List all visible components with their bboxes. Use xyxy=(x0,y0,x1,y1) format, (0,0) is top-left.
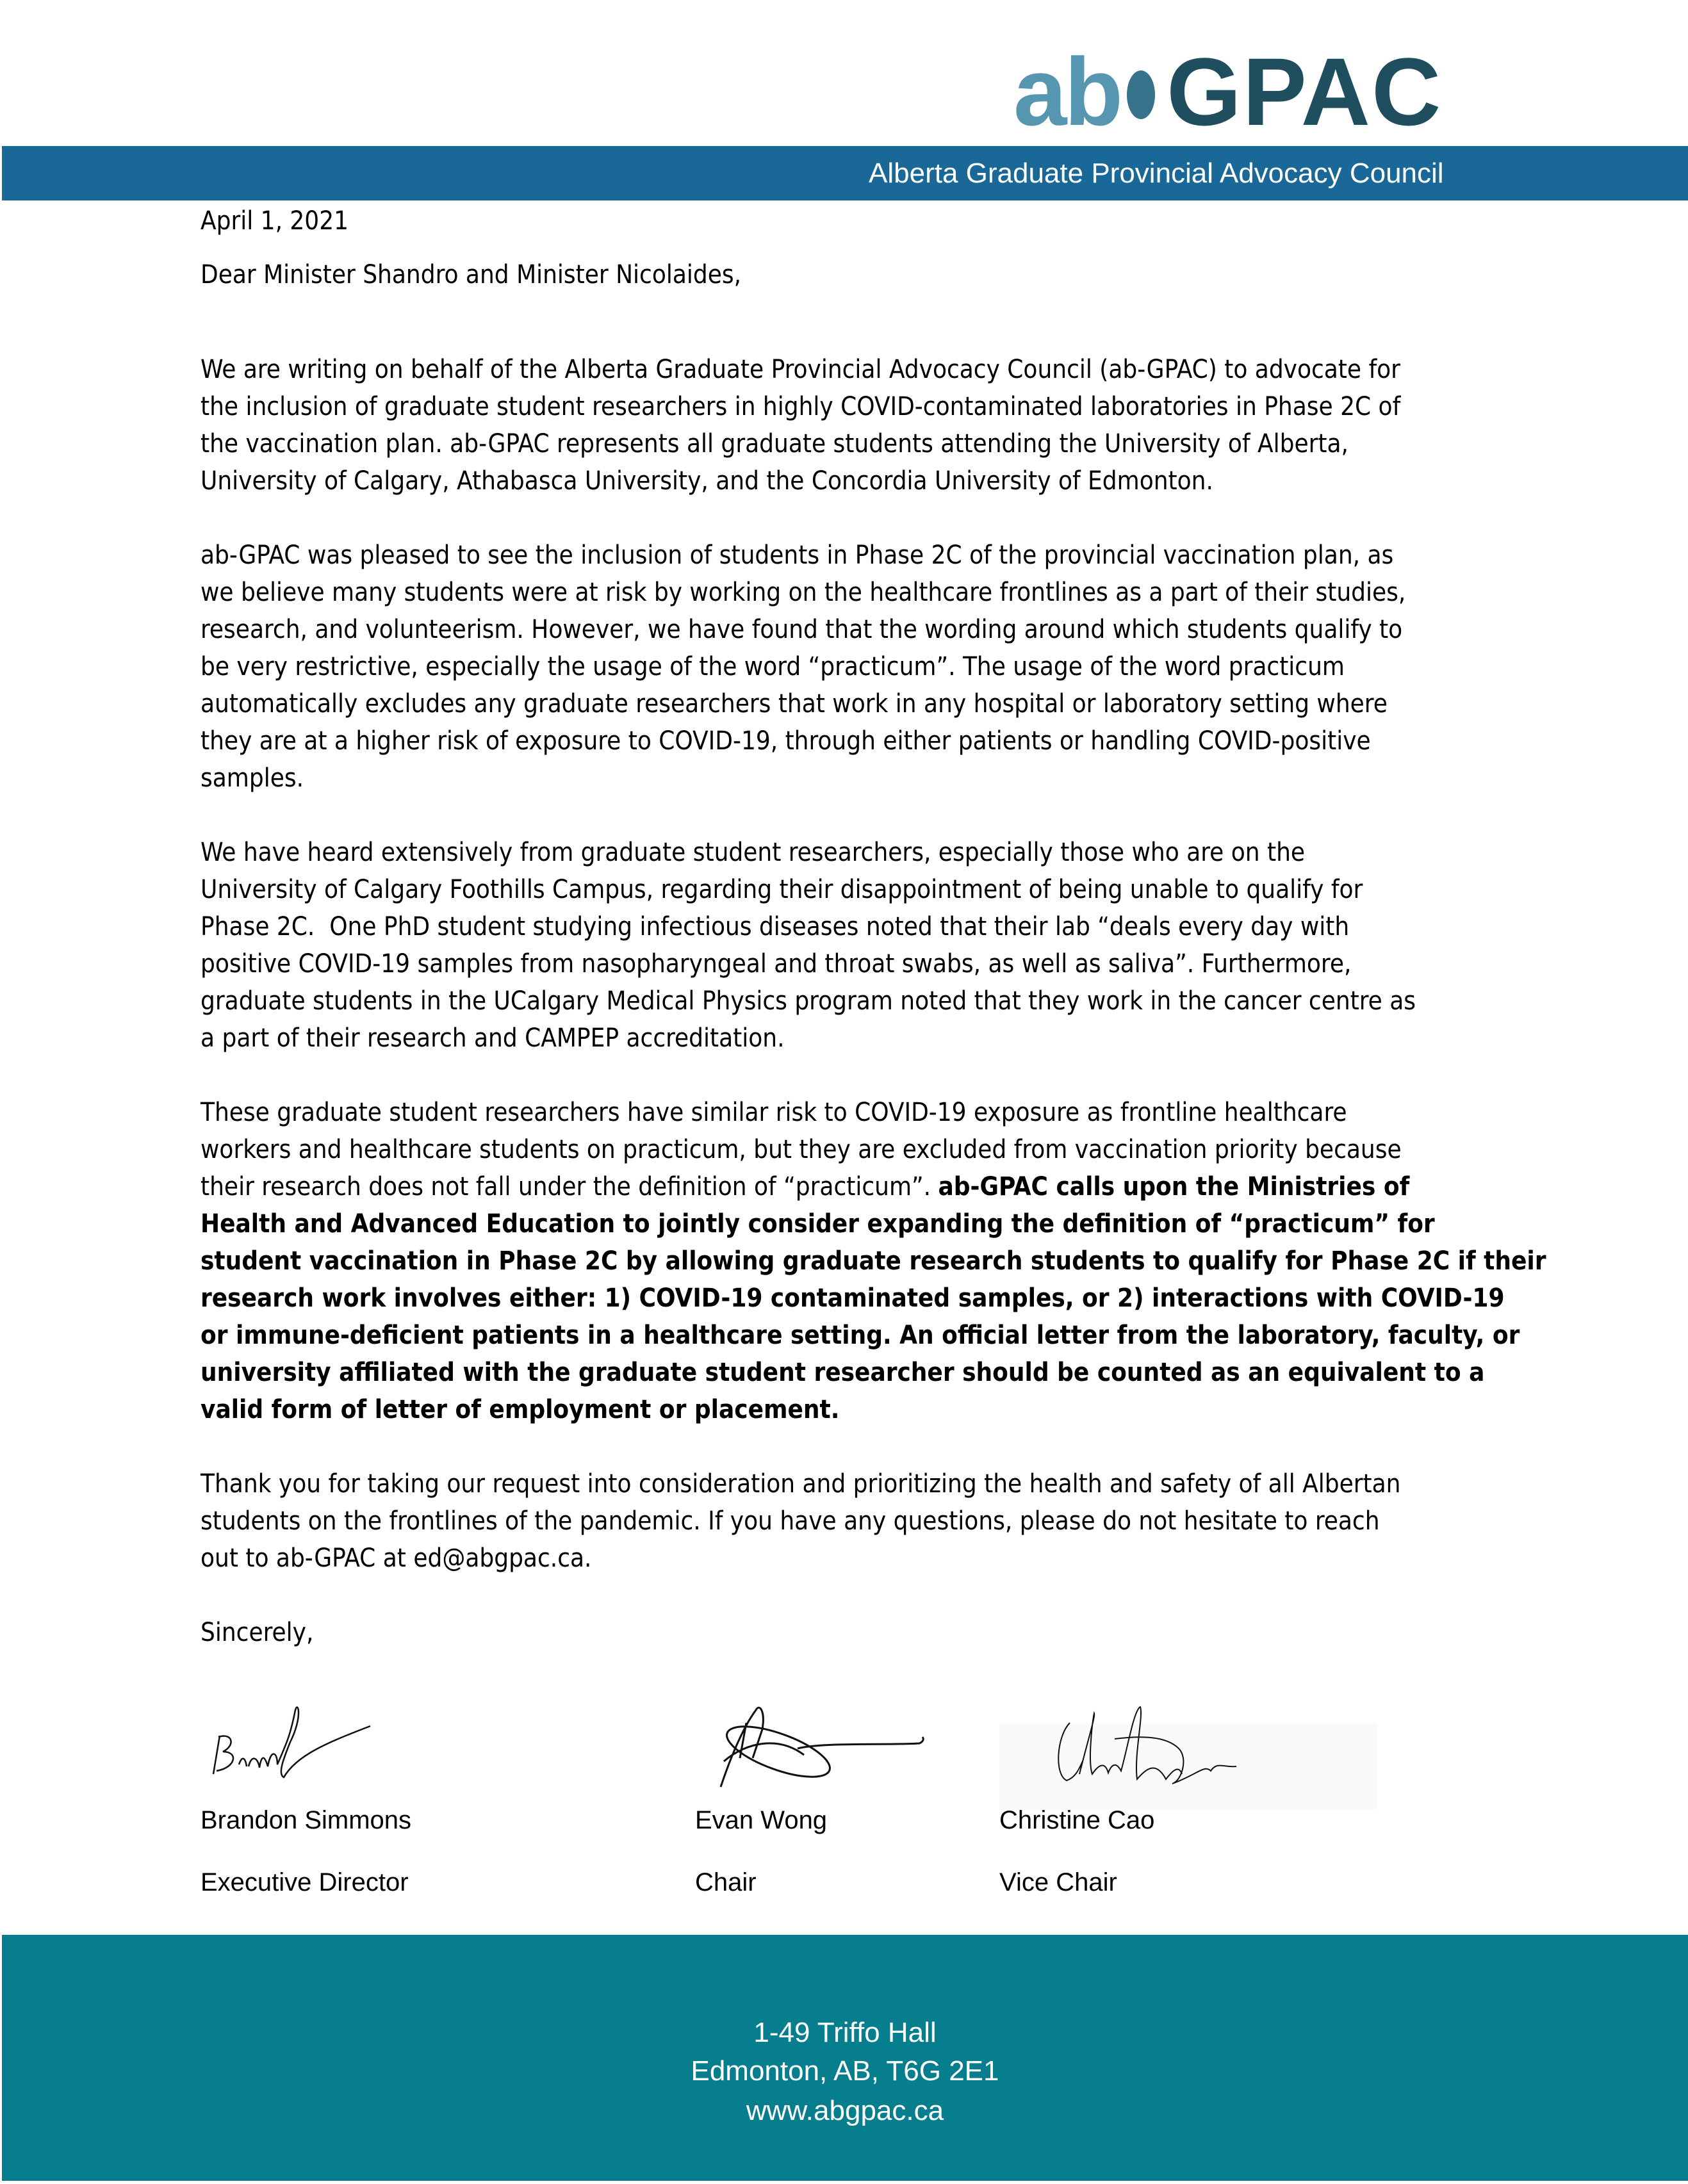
logo-ab-text: ab xyxy=(1013,38,1121,145)
footer-website-link[interactable]: www.abgpac.ca xyxy=(746,2095,944,2126)
bold-line: or immune-deficient patients in a healthcare setting. An official letter from the laboratory, faculty, or xyxy=(201,1321,1520,1350)
text-line: positive COVID-19 samples from nasopharyngeal and throat swabs, as well as saliva”. Furthermore, xyxy=(201,949,1352,979)
signature-evan-icon xyxy=(695,1697,990,1793)
signer-evan xyxy=(695,1697,990,1896)
paragraph-intro xyxy=(201,351,1520,500)
text-line: students on the frontlines of the pandemic. If you have any questions, please do not hesitate to reach xyxy=(201,1506,1380,1536)
letter-salutation: Dear Minister Shandro and Minister Nicolaides, xyxy=(201,260,742,289)
signature-christine-icon xyxy=(999,1697,1384,1793)
text-line: We are writing on behalf of the Alberta Graduate Provincial Advocacy Council (ab-GPAC) to advocate for xyxy=(201,355,1400,384)
text-line: University of Calgary Foothills Campus, regarding their disappointment of being unable to qualify for xyxy=(201,875,1363,904)
text-line: These graduate student researchers have similar risk to COVID-19 exposure as frontline healthcare xyxy=(201,1098,1347,1127)
signer-name: Brandon Simmons xyxy=(201,1806,412,1834)
paragraph-thanks xyxy=(201,1465,1520,1577)
logo-dot-icon xyxy=(1127,70,1155,119)
logo-gpac-text: GPAC xyxy=(1167,38,1443,145)
text-line: we believe many students were at risk by working on the healthcare frontlines as a part of their studies, xyxy=(201,578,1406,607)
text-line: workers and healthcare students on practicum, but they are excluded from vaccination priority because xyxy=(201,1135,1402,1164)
signature-brandon-icon xyxy=(201,1697,495,1793)
signer-name: Evan Wong xyxy=(695,1806,828,1834)
bold-line: research work involves either: 1) COVID-19 contaminated samples, or 2) interactions with COVID-19 xyxy=(201,1284,1505,1313)
bold-line: valid form of letter of employment or placement. xyxy=(201,1395,840,1424)
footer-bar xyxy=(2,1935,1688,2181)
text-line: they are at a higher risk of exposure to COVID-19, through either patients or handling COVID-positive xyxy=(201,726,1371,756)
header-bar xyxy=(2,146,1688,200)
footer-address-line2: Edmonton, AB, T6G 2E1 xyxy=(691,2055,999,2087)
signer-name: Christine Cao xyxy=(999,1806,1155,1834)
paragraph-testimonials xyxy=(201,834,1520,1057)
letter-date: April 1, 2021 xyxy=(201,206,348,236)
text-line: Thank you for taking our request into consideration and prioritizing the health and safety of all Albertan xyxy=(201,1469,1401,1499)
text-line: be very restrictive, especially the usage of the word “practicum”. The usage of the word practicum xyxy=(201,652,1345,681)
signer-role: Vice Chair xyxy=(999,1868,1117,1896)
text-bold: ab-GPAC calls upon the Ministries of xyxy=(938,1172,1410,1202)
bold-line: university affiliated with the graduate student researcher should be counted as an equivalent to a xyxy=(201,1358,1485,1387)
bold-line: student vaccination in Phase 2C by allowing graduate research students to qualify for Phase 2C if their xyxy=(201,1246,1546,1276)
text-line: out to ab-GPAC at ed@abgpac.ca. xyxy=(201,1544,592,1573)
text-regular: their research does not fall under the definition of “practicum”. xyxy=(201,1172,938,1202)
paragraph-request xyxy=(201,1094,1546,1428)
text-line: ab-GPAC was pleased to see the inclusion of students in Phase 2C of the provincial vaccination plan, as xyxy=(201,541,1394,570)
letter-closing: Sincerely, xyxy=(201,1618,314,1647)
text-line: automatically excludes any graduate researchers that work in any hospital or laboratory setting where xyxy=(201,689,1388,719)
text-line: Phase 2C. One PhD student studying infectious diseases noted that their lab “deals every day with xyxy=(201,912,1350,941)
text-line: graduate students in the UCalgary Medical Physics program noted that they work in the cancer centre as xyxy=(201,986,1416,1016)
text-line: the vaccination plan. ab-GPAC represents all graduate students attending the University of Alberta, xyxy=(201,429,1348,459)
signer-christine xyxy=(999,1697,1384,1896)
text-line: the inclusion of graduate student researchers in highly COVID-contaminated laboratories in Phase 2C of xyxy=(201,392,1401,421)
text-line: research, and volunteerism. However, we have found that the wording around which students qualify to xyxy=(201,615,1403,644)
signer-role: Chair xyxy=(695,1868,757,1896)
footer-address-line1: 1-49 Triffo Hall xyxy=(753,2017,937,2048)
paragraph-phase-2c xyxy=(201,537,1520,797)
text-line: University of Calgary, Athabasca University, and the Concordia University of Edmonton. xyxy=(201,466,1213,496)
signature-block xyxy=(0,1697,1688,1928)
bold-line: Health and Advanced Education to jointly consider expanding the definition of “practicum” for xyxy=(201,1209,1435,1239)
signer-brandon xyxy=(201,1697,495,1896)
text-line-mixed xyxy=(201,1168,1520,1205)
text-line: We have heard extensively from graduate student researchers, especially those who are on the xyxy=(201,838,1306,867)
abgpac-logo xyxy=(1013,38,1443,145)
text-line: a part of their research and CAMPEP accreditation. xyxy=(201,1023,785,1053)
letter-body xyxy=(201,202,1546,1651)
text-line: samples. xyxy=(201,763,304,793)
organization-name: Alberta Graduate Provincial Advocacy Council xyxy=(869,158,1444,189)
signer-role: Executive Director xyxy=(201,1868,409,1896)
